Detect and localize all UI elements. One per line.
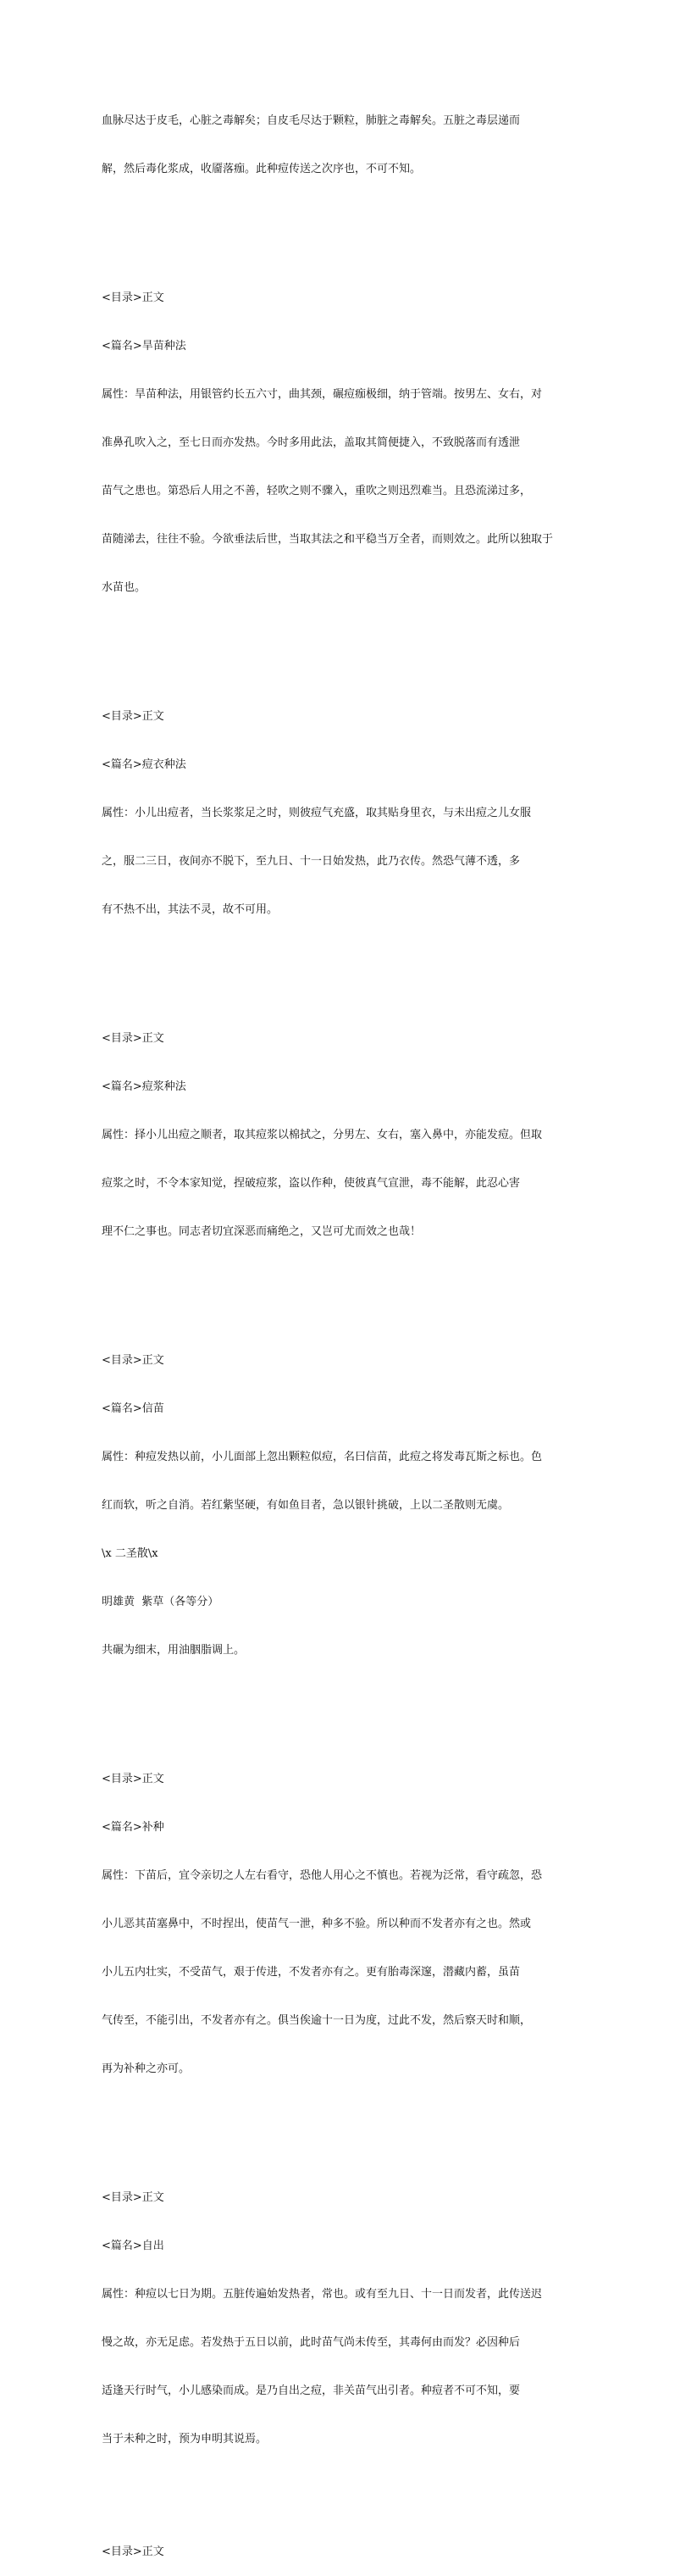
catalog-label: <目录>正文 [102,1773,164,1785]
paragraph-gap [102,2479,601,2496]
body-line: 慢之故，亦无足虑。若发热于五日以前，此时苗气尚未传至，其毒何由而发？必因种后 [102,2336,521,2349]
body-line: 准鼻孔吹入之，至七日而亦发热。今时多用此法，盖取其简便捷入，不致脱落而有透泄 [102,436,521,449]
paragraph-gap [102,2109,601,2125]
paragraph-gap [102,1272,601,1288]
body-line: 苗气之患也。第恐后人用之不善，轻吹之则不骤入，重吹之则迅烈难当。且恐流涕过多， [102,485,532,497]
section-title: <篇名>自出 [102,2240,164,2252]
intro-line: 血脉尽达于皮毛，心脏之毒解矣；自皮毛尽达于颗粒，肺脏之毒解矣。五脏之毒层递而 [102,114,521,127]
body-line: 属性：种痘发热以前，小儿面部上忽出颗粒似痘，名曰信苗，此痘之将发毒瓦斯之标也。色 [102,1451,543,1463]
body-line: 苗随涕去，往往不验。今欲垂法后世，当取其法之和平稳当万全者，而则效之。此所以独取于 [102,533,554,546]
section-title: <篇名>信苗 [102,1402,164,1415]
body-line: 属性：种痘以七日为期。五脏传遍始发热者，常也。或有至九日、十一日而发者，此传送迟 [102,2288,543,2301]
section-title: <篇名>痘浆种法 [102,1080,186,1093]
body-line: 之，服二三日，夜间亦不脱下，至九日、十一日始发热，此乃衣传。然恐气薄不透，多 [102,855,521,868]
catalog-label: <目录>正文 [102,2545,164,2558]
catalog-label: <目录>正文 [102,710,164,723]
section-title: <篇名>补种 [102,1821,164,1834]
body-line: 气传至，不能引出，不发者亦有之。俱当俟逾十一日为度，过此不发，然后察天时和顺， [102,2014,532,2027]
paragraph-gap [102,1690,601,1707]
document-page [102,80,601,2576]
formula-title: \x 二圣散\x [102,1547,158,1560]
body-line: 属性：旱苗种法，用银管约长五六寸，曲其颈，碾痘痂极细，纳于管端。按男左、女右，对 [102,388,543,401]
body-line: 水苗也。 [102,581,146,594]
body-line: 红而软，听之自消。若红紫坚硬，有如鱼目者，急以银针挑破，上以二圣散则无虞。 [102,1499,510,1512]
catalog-label: <目录>正文 [102,1032,164,1045]
paragraph-gap [102,209,601,225]
paragraph-gap [102,950,601,966]
catalog-label: <目录>正文 [102,291,164,304]
catalog-label: <目录>正文 [102,1354,164,1367]
body-line: 有不热不出，其法不灵，故不可用。 [102,903,279,916]
section-title: <篇名>痘衣种法 [102,758,186,771]
formula-ingredients: 明雄黄 紫草（各等分） [102,1596,219,1608]
body-line: 属性：择小儿出痘之顺者，取其痘浆以棉拭之，分男左、女右，塞入鼻中，亦能发痘。但取 [102,1129,543,1141]
body-line: 当于未种之时，预为申明其说焉。 [102,2433,268,2446]
body-line: 属性：小儿出痘者，当长浆浆足之时，则彼痘气充盛，取其贴身里衣，与未出痘之儿女服 [102,807,532,819]
body-line: 属性：下苗后，宜令亲切之人左右看守，恐他人用心之不慎也。若视为泛常，看守疏忽，恐 [102,1869,543,1882]
body-line: 适逢天行时气，小儿感染而成。是乃自出之痘，非关苗气出引者。种痘者不可不知，要 [102,2384,521,2397]
intro-line: 解，然后毒化浆成，收靥落痂。此种痘传送之次序也，不可不知。 [102,163,422,175]
body-line: 痘浆之时，不令本家知觉，捏破痘浆，盗以作种，使彼真气宣泄，毒不能解，此忍心害 [102,1177,521,1190]
body-line: 小儿恶其苗塞鼻中，不时捏出，使苗气一泄，种多不验。所以种而不发者亦有之也。然或 [102,1918,532,1930]
paragraph-gap [102,628,601,644]
body-line: 小儿五内壮实，不受苗气，艰于传进，不发者亦有之。更有胎毒深邃，潜藏内蓄，虽苗 [102,1966,521,1979]
body-line: 理不仁之事也。同志者切宜深恶而痛绝之，又岂可尤而效之也哉！ [102,1225,422,1238]
body-line: 再为补种之亦可。 [102,2062,191,2075]
catalog-label: <目录>正文 [102,2191,164,2204]
section-title: <篇名>旱苗种法 [102,340,186,353]
formula-instructions: 共碾为细末，用油胭脂调上。 [102,1644,246,1657]
